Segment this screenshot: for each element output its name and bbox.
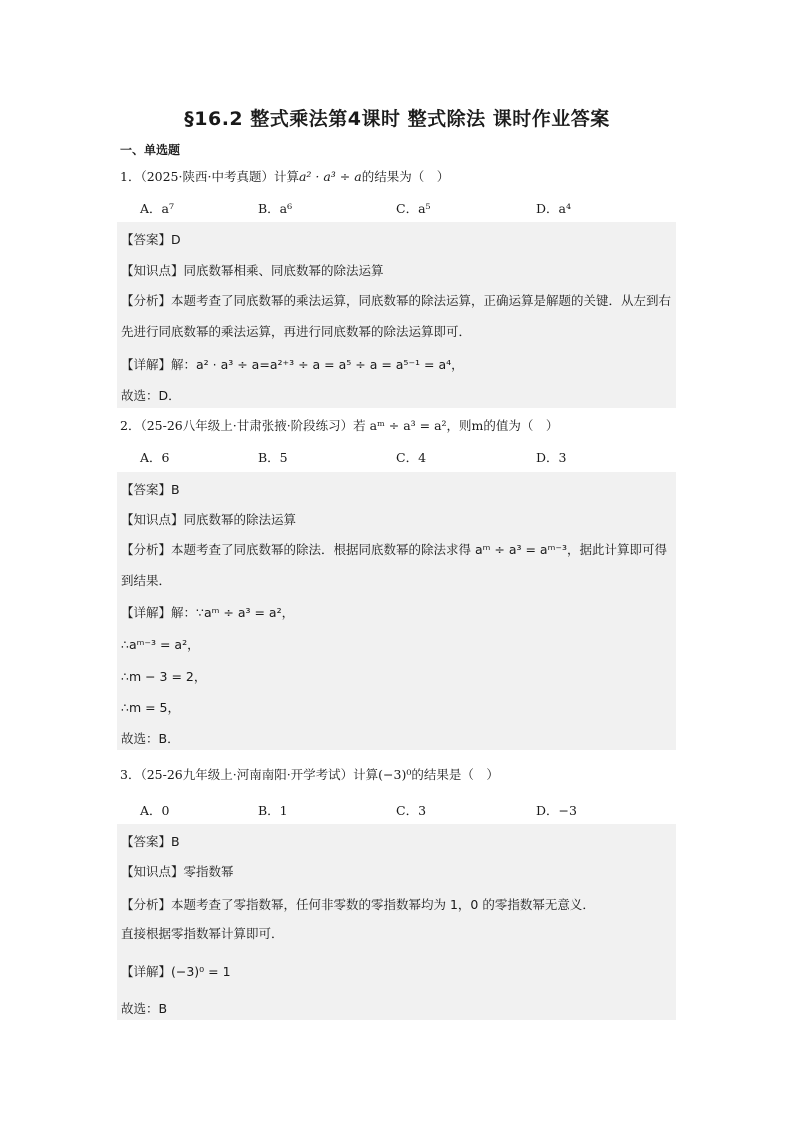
- question-3-solution-box: [117, 824, 676, 1020]
- q2-answer: 【答案】B: [121, 482, 180, 497]
- q3-detail: 【详解】(−3)⁰ = 1: [121, 964, 231, 979]
- q2-detail-2: ∴aᵐ⁻³ = a²，: [121, 637, 200, 652]
- q1-stem-suffix: 的结果为（ ）: [361, 169, 450, 184]
- q3-answer: 【答案】B: [121, 834, 180, 849]
- q1-option-b: B．a⁶: [258, 201, 293, 216]
- q2-detail-1: 【详解】解：∵aᵐ ÷ a³ = a²，: [121, 605, 295, 620]
- q3-option-a: A．0: [140, 803, 170, 818]
- question-1-solution-box: [117, 222, 676, 408]
- q2-option-c: C．4: [396, 450, 427, 465]
- q2-option-d: D．3: [536, 450, 567, 465]
- q1-option-c: C．a⁵: [396, 201, 431, 216]
- question-2-solution-box: [117, 472, 676, 750]
- question-3-stem: 3．（25-26九年级上·河南南阳·开学考试）计算(−3)⁰的结果是（ ）: [120, 767, 499, 782]
- q2-choice: 故选：B．: [121, 731, 180, 746]
- q1-detail: 【详解】解：a² · a³ ÷ a=a²⁺³ ÷ a = a⁵ ÷ a = a⁵⁻¹ = a⁴，: [121, 357, 464, 372]
- q2-detail-3: ∴m − 3 = 2，: [121, 669, 207, 684]
- q3-knowledge-point: 【知识点】零指数幂: [121, 864, 234, 879]
- q3-option-c: C．3: [396, 803, 427, 818]
- question-2-stem: 2．（25-26八年级上·甘肃张掖·阶段练习）若 aᵐ ÷ a³ = a²，则m的值为（ ）: [120, 418, 559, 433]
- q2-analysis: 【分析】本题考查了同底数幂的除法．根据同底数幂的除法求得 aᵐ ÷ a³ = aᵐ⁻³，据此计算即可得到结果．: [121, 542, 667, 588]
- q1-option-d: D．a⁴: [536, 201, 571, 216]
- q2-knowledge-point: 【知识点】同底数幂的除法运算: [121, 512, 297, 527]
- q3-analysis-2: 直接根据零指数幂计算即可．: [121, 926, 284, 941]
- q1-option-a: A．a⁷: [140, 201, 174, 216]
- q1-choice: 故选：D．: [121, 388, 181, 403]
- q3-option-d: D．−3: [536, 803, 577, 818]
- section-heading: 一、单选题: [120, 143, 181, 157]
- q2-detail-4: ∴m = 5，: [121, 700, 181, 715]
- q2-option-b: B．5: [258, 450, 288, 465]
- q3-analysis-1: 【分析】本题考查了零指数幂，任何非零数的零指数幂均为 1，0 的零指数幂无意义．: [121, 897, 595, 912]
- q1-knowledge-point: 【知识点】同底数幂相乘、同底数幂的除法运算: [121, 263, 384, 278]
- q1-stem-expression: a² · a³ ÷ a: [298, 169, 362, 184]
- q3-option-b: B．1: [258, 803, 288, 818]
- q2-option-a: A．6: [140, 450, 170, 465]
- q1-stem-prefix: 1．（2025·陕西·中考真题）计算: [120, 169, 299, 184]
- q1-answer: 【答案】D: [121, 232, 181, 247]
- question-1-stem: [120, 167, 449, 185]
- q3-choice: 故选：B: [121, 1001, 168, 1016]
- q1-analysis: 【分析】本题考查了同底数幂的乘法运算，同底数幂的除法运算，正确运算是解题的关键．从左到右先进行同底数幂的乘法运算，再进行同底数幂的除法运算即可．: [121, 293, 672, 339]
- page-title: §16.2 整式乘法第4课时 整式除法 课时作业答案: [184, 108, 610, 130]
